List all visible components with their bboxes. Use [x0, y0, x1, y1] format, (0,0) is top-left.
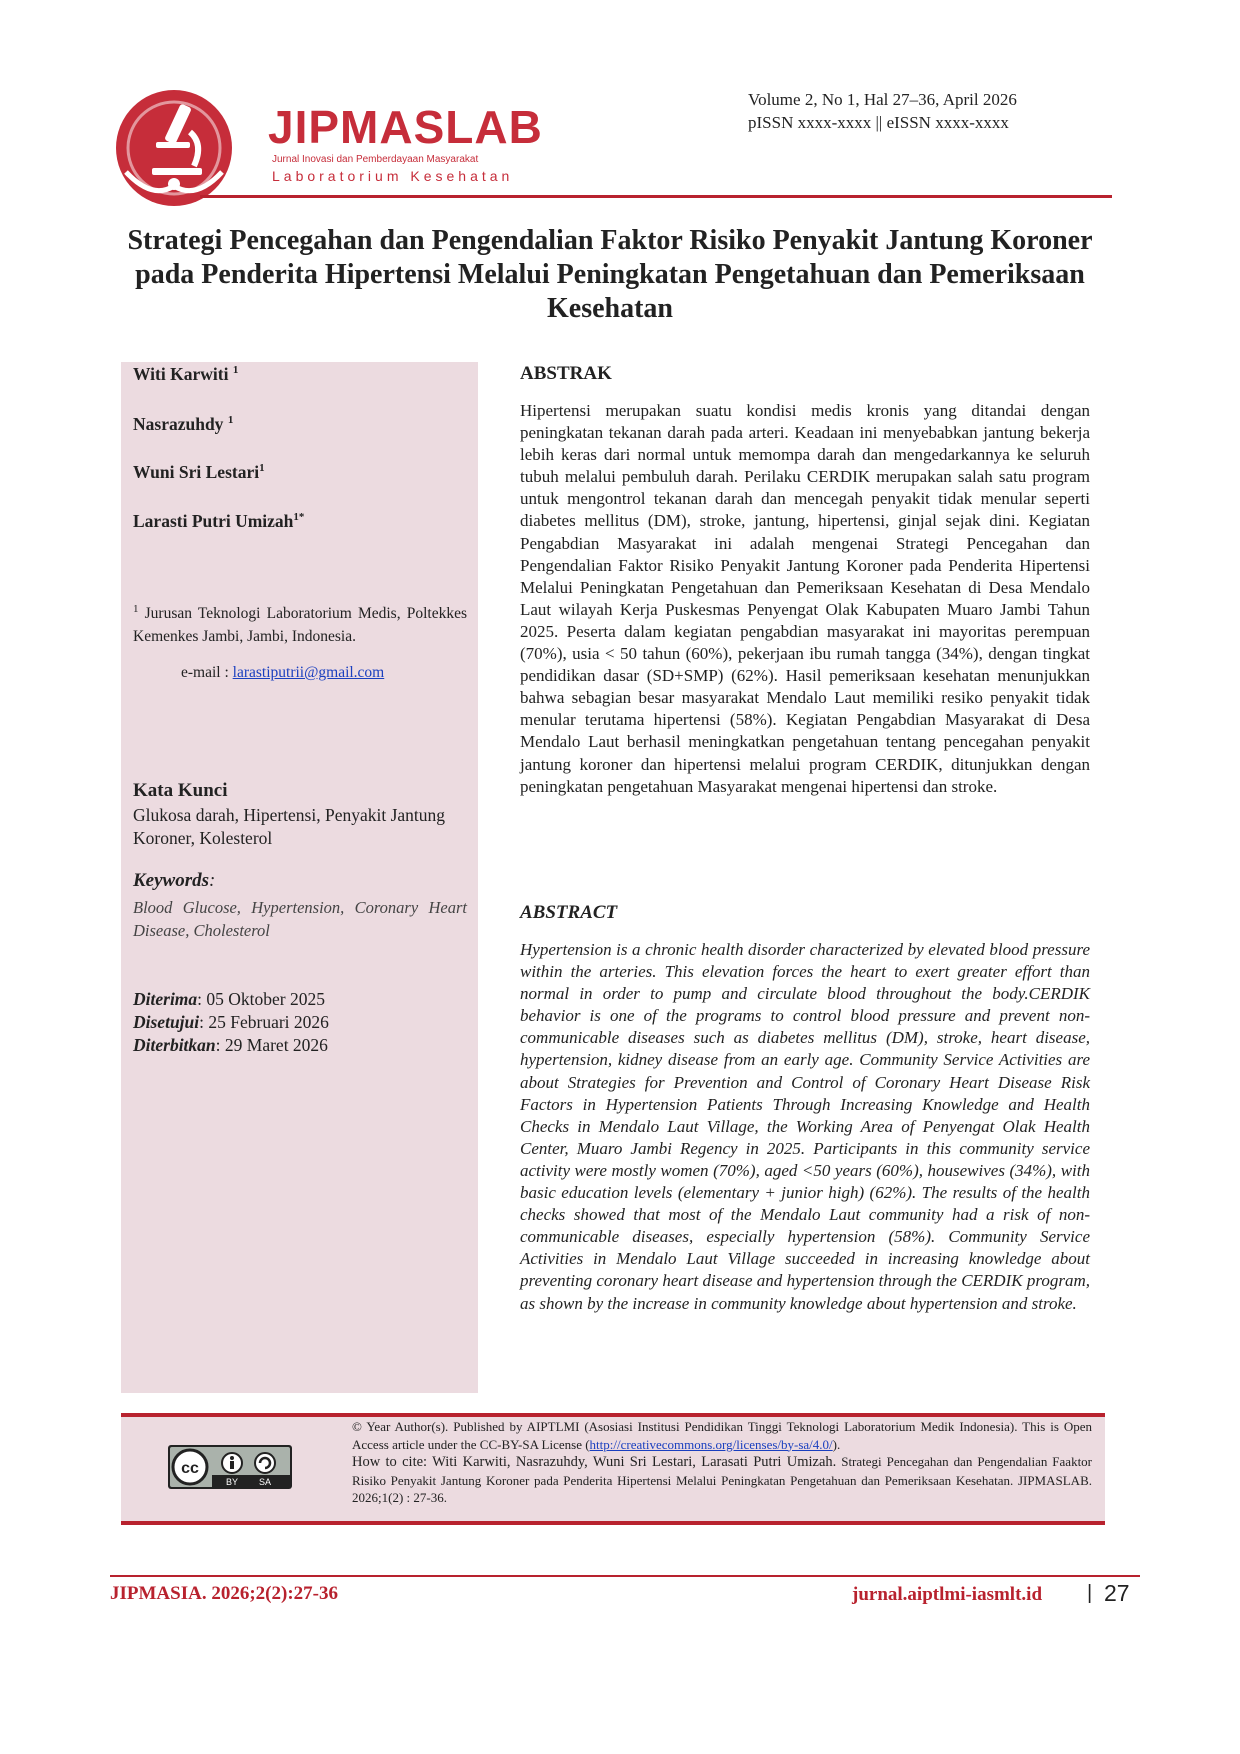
- journal-brand-tagline: Laboratorium Kesehatan: [272, 168, 514, 184]
- author-1: Witi Karwiti $^1$: [133, 364, 239, 384]
- cc-sa-label: SA: [258, 1477, 272, 1487]
- abstrak-text: Hipertensi merupakan suatu kondisi medis kronis yang ditandai dengan peningkatan tekanan darah pada arteri. Keadaan ini menyebabkan jantung bekerja lebih keras dari normal untuk memompa darah dan mengedarkannya ke seluruh tubuh melalui pembuluh darah. Perilaku CERDIK merupakan salah satu program untuk mengontrol tekanan darah dan mencegah penyakit tidak menular seperti diabetes mellitus (DM), stroke, jantung, hipertensi, ginjal sejak dini. Kegiatan Pengabdian Masyarakat ini adalah mengenai Strategi Pencegahan dan Pengendalian Faktor Risiko Penyakit Jantung Koroner pada Penderita Hipertensi Melalui Peningkatan Pengetahuan dan Pemeriksaan Kesehatan di Desa Mendalo Laut wilayah Kerja Puskesmas Penyengat Olak Kabupaten Muaro Jambi Tahun 2025. Peserta dalam kegiatan pengabdian masyarakat ini mayoritas perempuan (70%), usia < 50 tahun (60%), pekerjaan ibu rumah tangga (34%), dengan tingkat pendidikan dasar (SD+SMP) (62%). Hasil pemeriksaan kesehatan menunjukkan bahwa sebagian besar masyarakat Mendalo Laut memiliki resiko penyakit tidak menular terutama hipertensi (58%). Kegiatan Pengabdian Masyarakat di Desa Mendalo Laut berhasil meningkatkan pengetahuan tentang pencegahan penyakit jantung koroner dan hipertensi melalui program CERDIK, ditunjukkan dengan peningkatan pengetahuan Masyarakat mengenai hipertensi dan stroke.: [520, 401, 1090, 796]
- affiliation: $^1$ Jurusan Teknologi Laboratorium Medis, Poltekkes Kemenkes Jambi, Jambi, Indonesia.: [133, 603, 468, 646]
- published-date: Diterbitkan: 29 Maret 2026: [133, 1035, 328, 1055]
- footer-separator: |: [1087, 1582, 1093, 1604]
- received-date: Diterima: 05 Oktober 2025: [133, 989, 326, 1009]
- page-number: 27: [1104, 1580, 1130, 1606]
- email-link[interactable]: larastiputrii@gmail.com: [232, 664, 385, 681]
- kata-kunci-heading: Kata Kunci: [133, 780, 228, 801]
- author-3: Wuni Sri Lestari$^1$: [133, 462, 265, 482]
- cc-by-sa-badge[interactable]: [168, 1445, 292, 1489]
- email-line: e-mail : larastiputrii@gmail.com: [181, 664, 385, 681]
- header-rule: [200, 195, 1112, 198]
- keywords-text: Blood Glucose, Hypertension, Coronary Heart Disease, Cholesterol: [133, 898, 467, 940]
- abstrak-heading: ABSTRAK: [520, 363, 612, 384]
- abstract-heading: ABSTRACT: [520, 902, 618, 923]
- svg-text:cc: cc: [181, 1460, 199, 1477]
- license-bottom-rule: [121, 1521, 1105, 1525]
- cc-by-label: BY: [225, 1477, 239, 1487]
- article-title: Strategi Pencegahan dan Pengendalian Faktor Risiko Penyakit Jantung Koroner pada Penderita Hipertensi Melalui Peningkatan Pengetahuan dan Pemeriksaan Kesehatan: [127, 225, 1093, 324]
- issue-info: [748, 88, 1017, 134]
- kata-kunci-text: Glukosa darah, Hipertensi, Penyakit Jantung Koroner, Kolesterol: [133, 805, 446, 848]
- issn-line: pISSN xxxx-xxxx || eISSN xxxx-xxxx: [748, 113, 1009, 132]
- accepted-date: Disetujui: 25 Februari 2026: [133, 1012, 329, 1032]
- footer-citation: JIPMASIA. 2026;2(2):27-36: [110, 1583, 338, 1604]
- journal-brand: JIPMASLAB: [268, 101, 543, 153]
- article-dates: [133, 988, 329, 1057]
- footer-website[interactable]: jurnal.aiptlmi-iasmlt.id: [852, 1584, 1043, 1605]
- volume-line: Volume 2, No 1, Hal 27–36, April 2026: [748, 90, 1017, 109]
- author-2: Nasrazuhdy $^1$: [133, 414, 234, 434]
- license-link[interactable]: http://creativecommons.org/licenses/by-sa/4.0/: [589, 1436, 833, 1452]
- journal-brand-subtitle: Jurnal Inovasi dan Pemberdayaan Masyarakat: [272, 154, 479, 165]
- license-text: © Year Author(s). Published by AIPTLMI (Asosiasi Institusi Pendidikan Tinggi Teknologi Laboratorium Medik Indonesia). This is Open Access article under the CC-BY-SA License (http://creativecommons.org/licenses/by-sa/4.0/). How to cite: Witi Karwiti, Nasrazuhdy, Wuni Sri Lestari, Larasati Putri Umizah. Strategi Pencegahan dan Pengendalian Faaktor Risiko Penyakit Jantung Koroner pada Penderita Hipertensi Melalui Peningkatan Pengetahuan dan Pemeriksaan Kesehatan. JIPMASLAB. 2026;1(2) : 27-36.: [352, 1419, 1093, 1505]
- cite-authors: How to cite: Witi Karwiti, Nasrazuhdy, Wuni Sri Lestari, Larasati Putri Umizah.: [352, 1454, 837, 1470]
- article-info-sidebar: [121, 362, 478, 1393]
- cite-reference: Strategi Pencegahan dan Pengendalian Faaktor Risiko Penyakit Jantung Koroner pada Penderita Hipertensi Melalui Peningkatan Pengetahuan dan Pemeriksaan Kesehatan. JIPMASLAB. 2026;1(2) : 27-36.: [352, 1454, 1093, 1505]
- journal-logo: [112, 82, 252, 212]
- footer-rule: [110, 1575, 1140, 1577]
- author-4: Larasti Putri Umizah$^{1*}$: [133, 511, 305, 531]
- keywords-heading: Keywords:: [133, 870, 216, 891]
- abstract-text: Hypertension is a chronic health disorder characterized by elevated blood pressure within the arteries. This elevation forces the heart to exert greater effort than normal in order to pump and circulate blood throughout the body.CERDIK behavior is one of the programs to control blood pressure and prevent non-communicable diseases such as diabetes mellitus (DM), stroke, heart disease, hypertension, kidney disease from an early age. Community Service Activities are about Strategies for Prevention and Control of Coronary Heart Disease Risk Factors in Hypertension Patients Through Increasing Knowledge and Health Checks in Mendalo Laut Village, the Working Area of Penyengat Olak Health Center, Muaro Jambi Regency in 2025. Participants in this community service activity were mostly women (70%), aged <50 years (60%), housewives (34%), with basic education levels (elementary + junior high) (62%). The results of the health checks showed that most of the Mendalo Laut community had a risk of non-communicable diseases, especially hypertension (58%). Community Service Activities in Mendalo Laut Village succeeded in increasing knowledge about preventing coronary heart disease and hypertension through the CERDIK program, as shown by the increase in community knowledge about hypertension and stroke.: [520, 940, 1090, 1313]
